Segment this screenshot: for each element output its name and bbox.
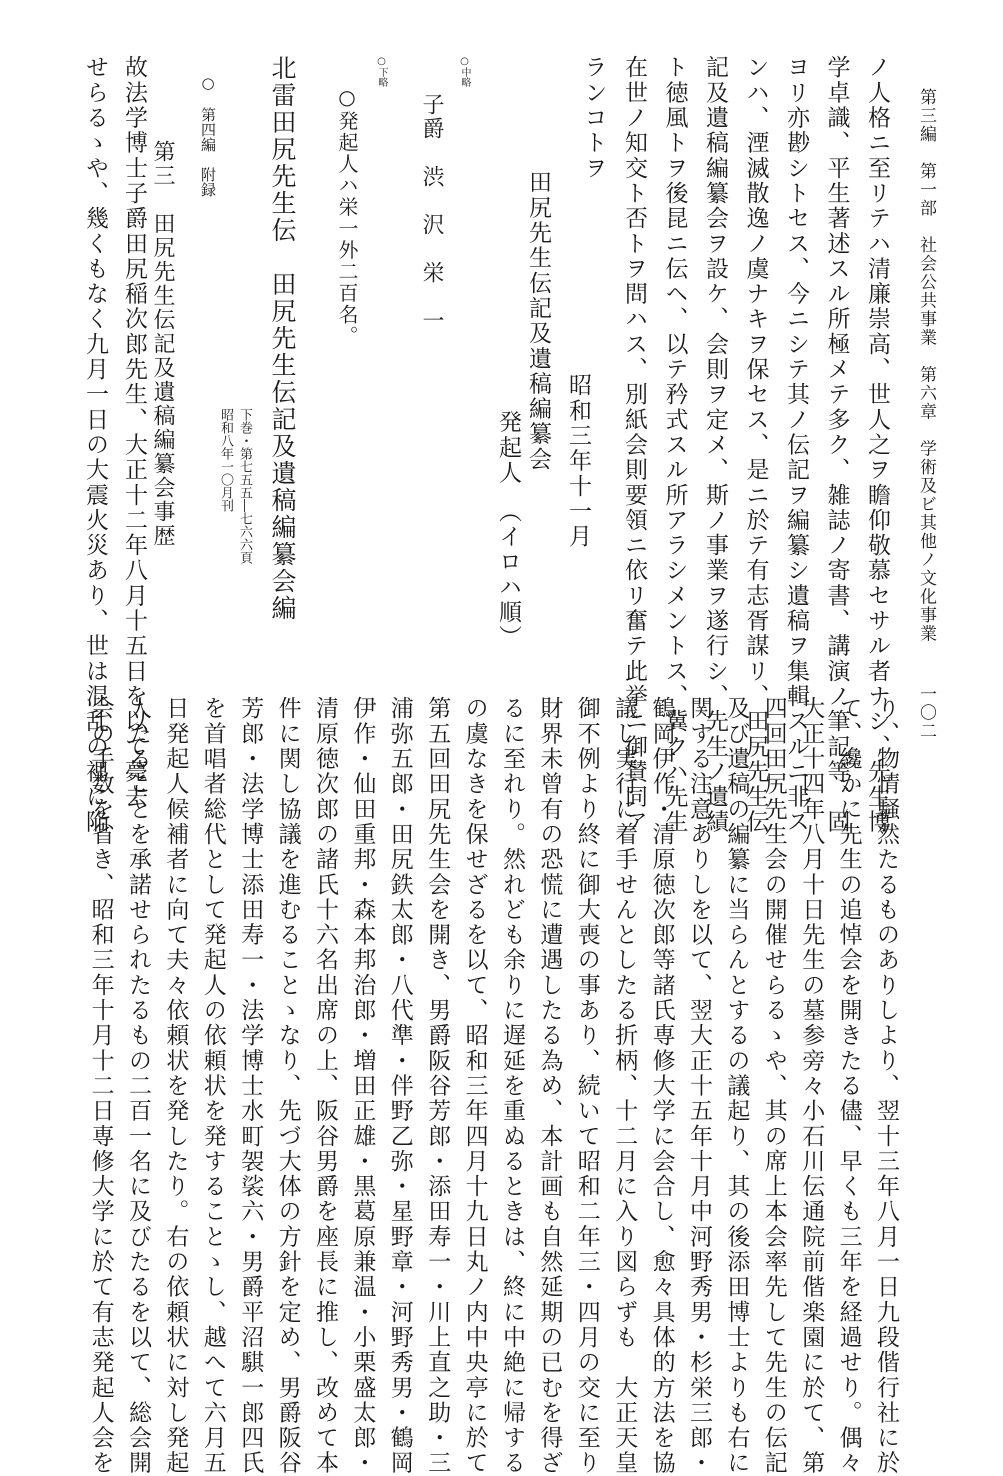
omission-mark-low: ○下略 — [376, 56, 387, 87]
chapter-heading: 第三 田尻先生伝記及遺稿編纂会事歴 — [150, 140, 175, 548]
upper-text-line: ト徳風トヲ後昆ニ伝ヘ、以テ矜式スル所アラシメントス、冀クハ先生 — [661, 55, 688, 835]
lower-text-line: 四回田尻先生会の開催せらるゝや、其の席上本会率先して先生の伝記 — [760, 696, 787, 1476]
appendix-heading: ○ 第四編 附録 — [199, 74, 217, 197]
lower-text-line: 件に関し協議を進むることゝなり、先づ大体の方針を定め、男爵阪谷 — [274, 696, 301, 1476]
lower-text-line: 鶴岡伊作・清原徳次郎等諸氏専修大学に会合し、愈々具体的方法を協 — [648, 696, 675, 1476]
section-header: 第三編 第一部 社会公共事業 第六章 学術及ビ其他ノ文化事業 — [916, 88, 936, 643]
lower-text-line: 浦弥五郎・田尻鉄太郎・八代準・伴野乙弥・星野章・河野秀男・鶴岡 — [386, 696, 413, 1476]
lower-text-line: て、纔かに先生の追悼会を開きたる儘、早くも三年を経過せり。偶々 — [835, 696, 862, 1476]
omission-mark-mid: ○中略 — [459, 56, 470, 87]
source-date: 昭和八年一〇月刊 — [218, 408, 233, 512]
lower-text-line: 伊作・仙田重邦・森本邦治郎・増田正雄・黒葛原兼温・小栗盛太郎・ — [349, 696, 376, 1476]
source-pages: 下巻・第七五五―七六六頁 — [237, 408, 252, 564]
lower-text-line: 会の手数を省き、昭和三年十月十二日専修大学に於て有志発起人会を — [87, 696, 114, 1476]
source-title: 北雷田尻先生伝 田尻先生伝記及遺稿編纂会編 — [268, 55, 297, 622]
signatory: 子爵 渋 沢 栄 一 — [419, 93, 444, 333]
lower-text-line: の虞なきを保せざるを以て、昭和三年四月十九日丸ノ内中央亭に於て — [461, 696, 488, 1476]
lower-text-line: るに至れり。然れども余りに遅延を重ぬるときは、終に中絶に帰する — [499, 696, 525, 1476]
upper-text-line: ノ人格ニ至リテハ清廉崇高、世人之ヲ瞻仰敬慕セサル者ナシ、先生博 — [864, 55, 890, 835]
upper-body-line: せらるゝや、幾くもなく九月一日の大震火災あり、世は混乱の裡に陥 — [82, 55, 108, 835]
lower-text-line: 大正十四年八月十日先生の墓参旁々小石川伝通院前偕楽園に於て、第 — [798, 696, 825, 1476]
lower-text-line: 財界未曾有の恐慌に遭遇したる為め、本計画も自然延期の已むを得ざ — [536, 696, 563, 1476]
lower-text-line: り、物情騒然たるものありしより、翌十三年八月一日九段偕行社に於 — [873, 696, 899, 1476]
upper-text-line: ヨリ亦尠シトセス、今ニシテ其ノ伝記ヲ編纂シ遺稿ヲ集輯スルニ非ス — [783, 55, 809, 835]
letter-date: 昭和三年十一月 — [565, 373, 591, 550]
upper-text-line: ンハ、湮滅散逸ノ虞ナキヲ保セス、是ニ於テ有志胥謀リ、田尻先生伝 — [742, 55, 769, 835]
lower-text-line: 人たることを承諾せられたるもの二百一名に及びたるを以て、総会開 — [125, 696, 151, 1476]
lower-text-line: 御不例より終に御大喪の事あり、続いて昭和二年三・四月の交に至り — [573, 696, 600, 1476]
lower-text-line: 日発起人候補者に向て夫々依頼状を発したり。右の依頼状に対し発起 — [162, 696, 189, 1476]
upper-text-line: ランコトヲ — [580, 55, 607, 181]
upper-text-line: 記及遺稿編纂会ヲ設ケ、会則ヲ定メ、斯ノ事業ヲ遂行シ、先生ノ遺績 — [702, 55, 728, 835]
lower-text-line: 芳郎・法学博士添田寿一・法学博士水町袈裟六・男爵平沼騏一郎四氏 — [237, 696, 264, 1476]
lower-text-line: 清原徳次郎の諸氏十六名出席の上、阪谷男爵を座長に推し、改めて本 — [312, 696, 338, 1476]
upper-text-line: 在世ノ知交ト否トヲ問ハス、別紙会則要領ニ依リ奮テ此挙ニ御賛同ア — [621, 55, 647, 835]
lower-text-line: 第五回田尻先生会を開き、男爵阪谷芳郎・添田寿一・川上直之助・三 — [424, 696, 451, 1476]
upper-body-line: 故法学博士子爵田尻稲次郎先生、大正十二年八月十五日を以て薨去 — [121, 55, 147, 810]
org-signature: 田尻先生伝記及遺稿編纂会 — [525, 170, 551, 472]
lower-text-line: を首唱者総代として発起人の依頼状を発することゝし、越へて六月五 — [199, 696, 226, 1476]
lower-text-line: 及び遺稿の編纂に当らんとするの議起り、其の後添田博士よりも右に — [723, 696, 750, 1476]
page-number: 一〇二 — [916, 685, 936, 741]
promoters-label: 発起人 （イロハ順） — [495, 410, 521, 650]
upper-text-line: 学卓識、平生著述スル所極メテ多ク、雑誌ノ寄書、講演ノ筆記等、固 — [823, 55, 850, 835]
lower-text-line: 関する注意ありしを以て、翌大正十五年十月中河野秀男・杉栄三郎・ — [686, 696, 712, 1476]
lower-text-line: 議し実行に着手せんとしたる折柄、十二月に入り図らずも 大正天皇 — [611, 696, 638, 1476]
promoter-note: ○発起人ハ栄一外二百名。 — [335, 85, 359, 347]
